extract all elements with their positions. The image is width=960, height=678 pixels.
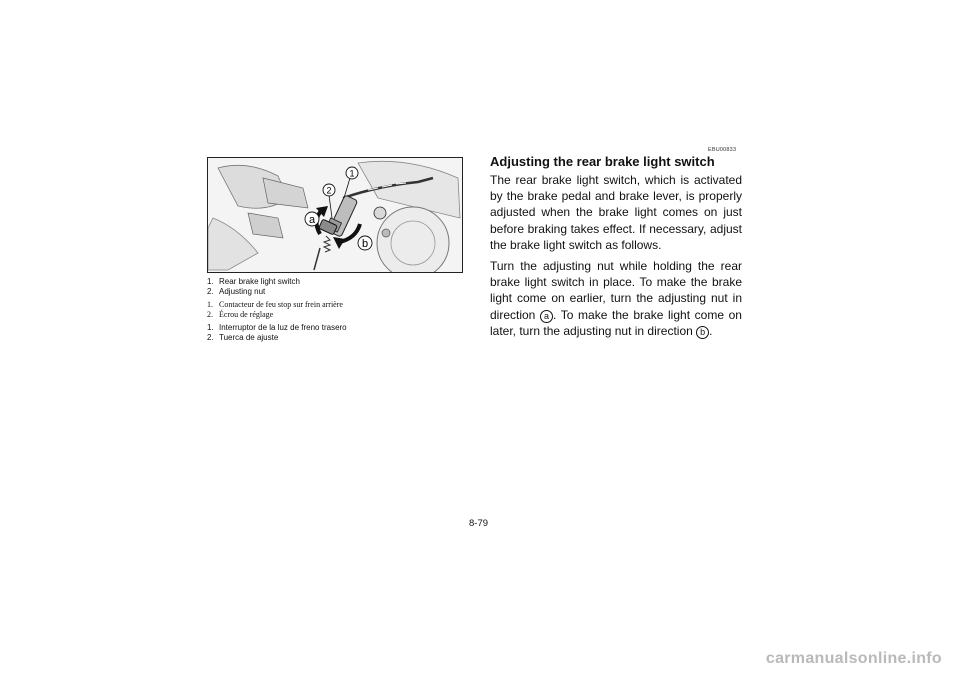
watermark: carmanualsonline.info xyxy=(765,650,942,667)
caption-text: Écrou de réglage xyxy=(219,309,274,319)
page-number: 8-79 xyxy=(469,518,489,529)
paragraph-1: The rear brake light switch, which is activated by the brake pedal and brake lever, is properly adjusted when the brake light comes on just before braking takes effect. If necessary, adjust the brake light switch as follows. xyxy=(490,173,742,252)
section-heading: Adjusting the rear brake light switch xyxy=(490,154,715,169)
section-body xyxy=(490,172,742,344)
figure-captions xyxy=(207,277,467,347)
caption-num: 1. xyxy=(207,323,214,333)
paragraph-2 xyxy=(490,258,742,339)
caption-item xyxy=(207,287,467,297)
caption-num: 1. xyxy=(207,300,213,310)
direction-b-label: b xyxy=(361,238,369,250)
section-code: EBU00833 xyxy=(708,147,737,153)
caption-text: Contacteur de feu stop sur frein arrière xyxy=(219,300,343,310)
captions-english xyxy=(207,277,467,296)
direction-b-symbol: b xyxy=(696,326,709,339)
direction-a-label: a xyxy=(308,214,316,226)
callout-2: 2 xyxy=(326,185,332,196)
caption-item xyxy=(207,323,467,333)
direction-a-symbol: a xyxy=(540,310,553,323)
caption-item xyxy=(207,333,467,343)
caption-item xyxy=(207,277,467,287)
caption-num: 2. xyxy=(207,286,214,296)
caption-text: Tuerca de ajuste xyxy=(219,332,279,342)
caption-num: 1. xyxy=(207,277,214,286)
paragraph-2-part-3: . xyxy=(709,323,713,338)
paragraph-2-part-1: Turn the adjusting nut while holding the rear brake light switch in place. To make the brake light come on earlier, turn the adjusting nut in direction xyxy=(490,259,742,322)
caption-item xyxy=(207,300,467,310)
caption-text: Interruptor de la luz de freno trasero xyxy=(219,323,347,333)
captions-french xyxy=(207,300,467,319)
brake-switch-illustration xyxy=(207,157,463,273)
caption-text: Adjusting nut xyxy=(219,286,266,296)
caption-item xyxy=(207,310,467,320)
paragraph-2-part-2: . To make the brake light come on later, turn the adjusting nut in direction xyxy=(490,307,742,338)
illustration-drawing xyxy=(208,158,462,272)
caption-num: 2. xyxy=(207,309,213,319)
caption-num: 2. xyxy=(207,332,214,342)
caption-text: Rear brake light switch xyxy=(219,277,300,286)
callout-1: 1 xyxy=(349,168,355,179)
captions-spanish xyxy=(207,323,467,342)
